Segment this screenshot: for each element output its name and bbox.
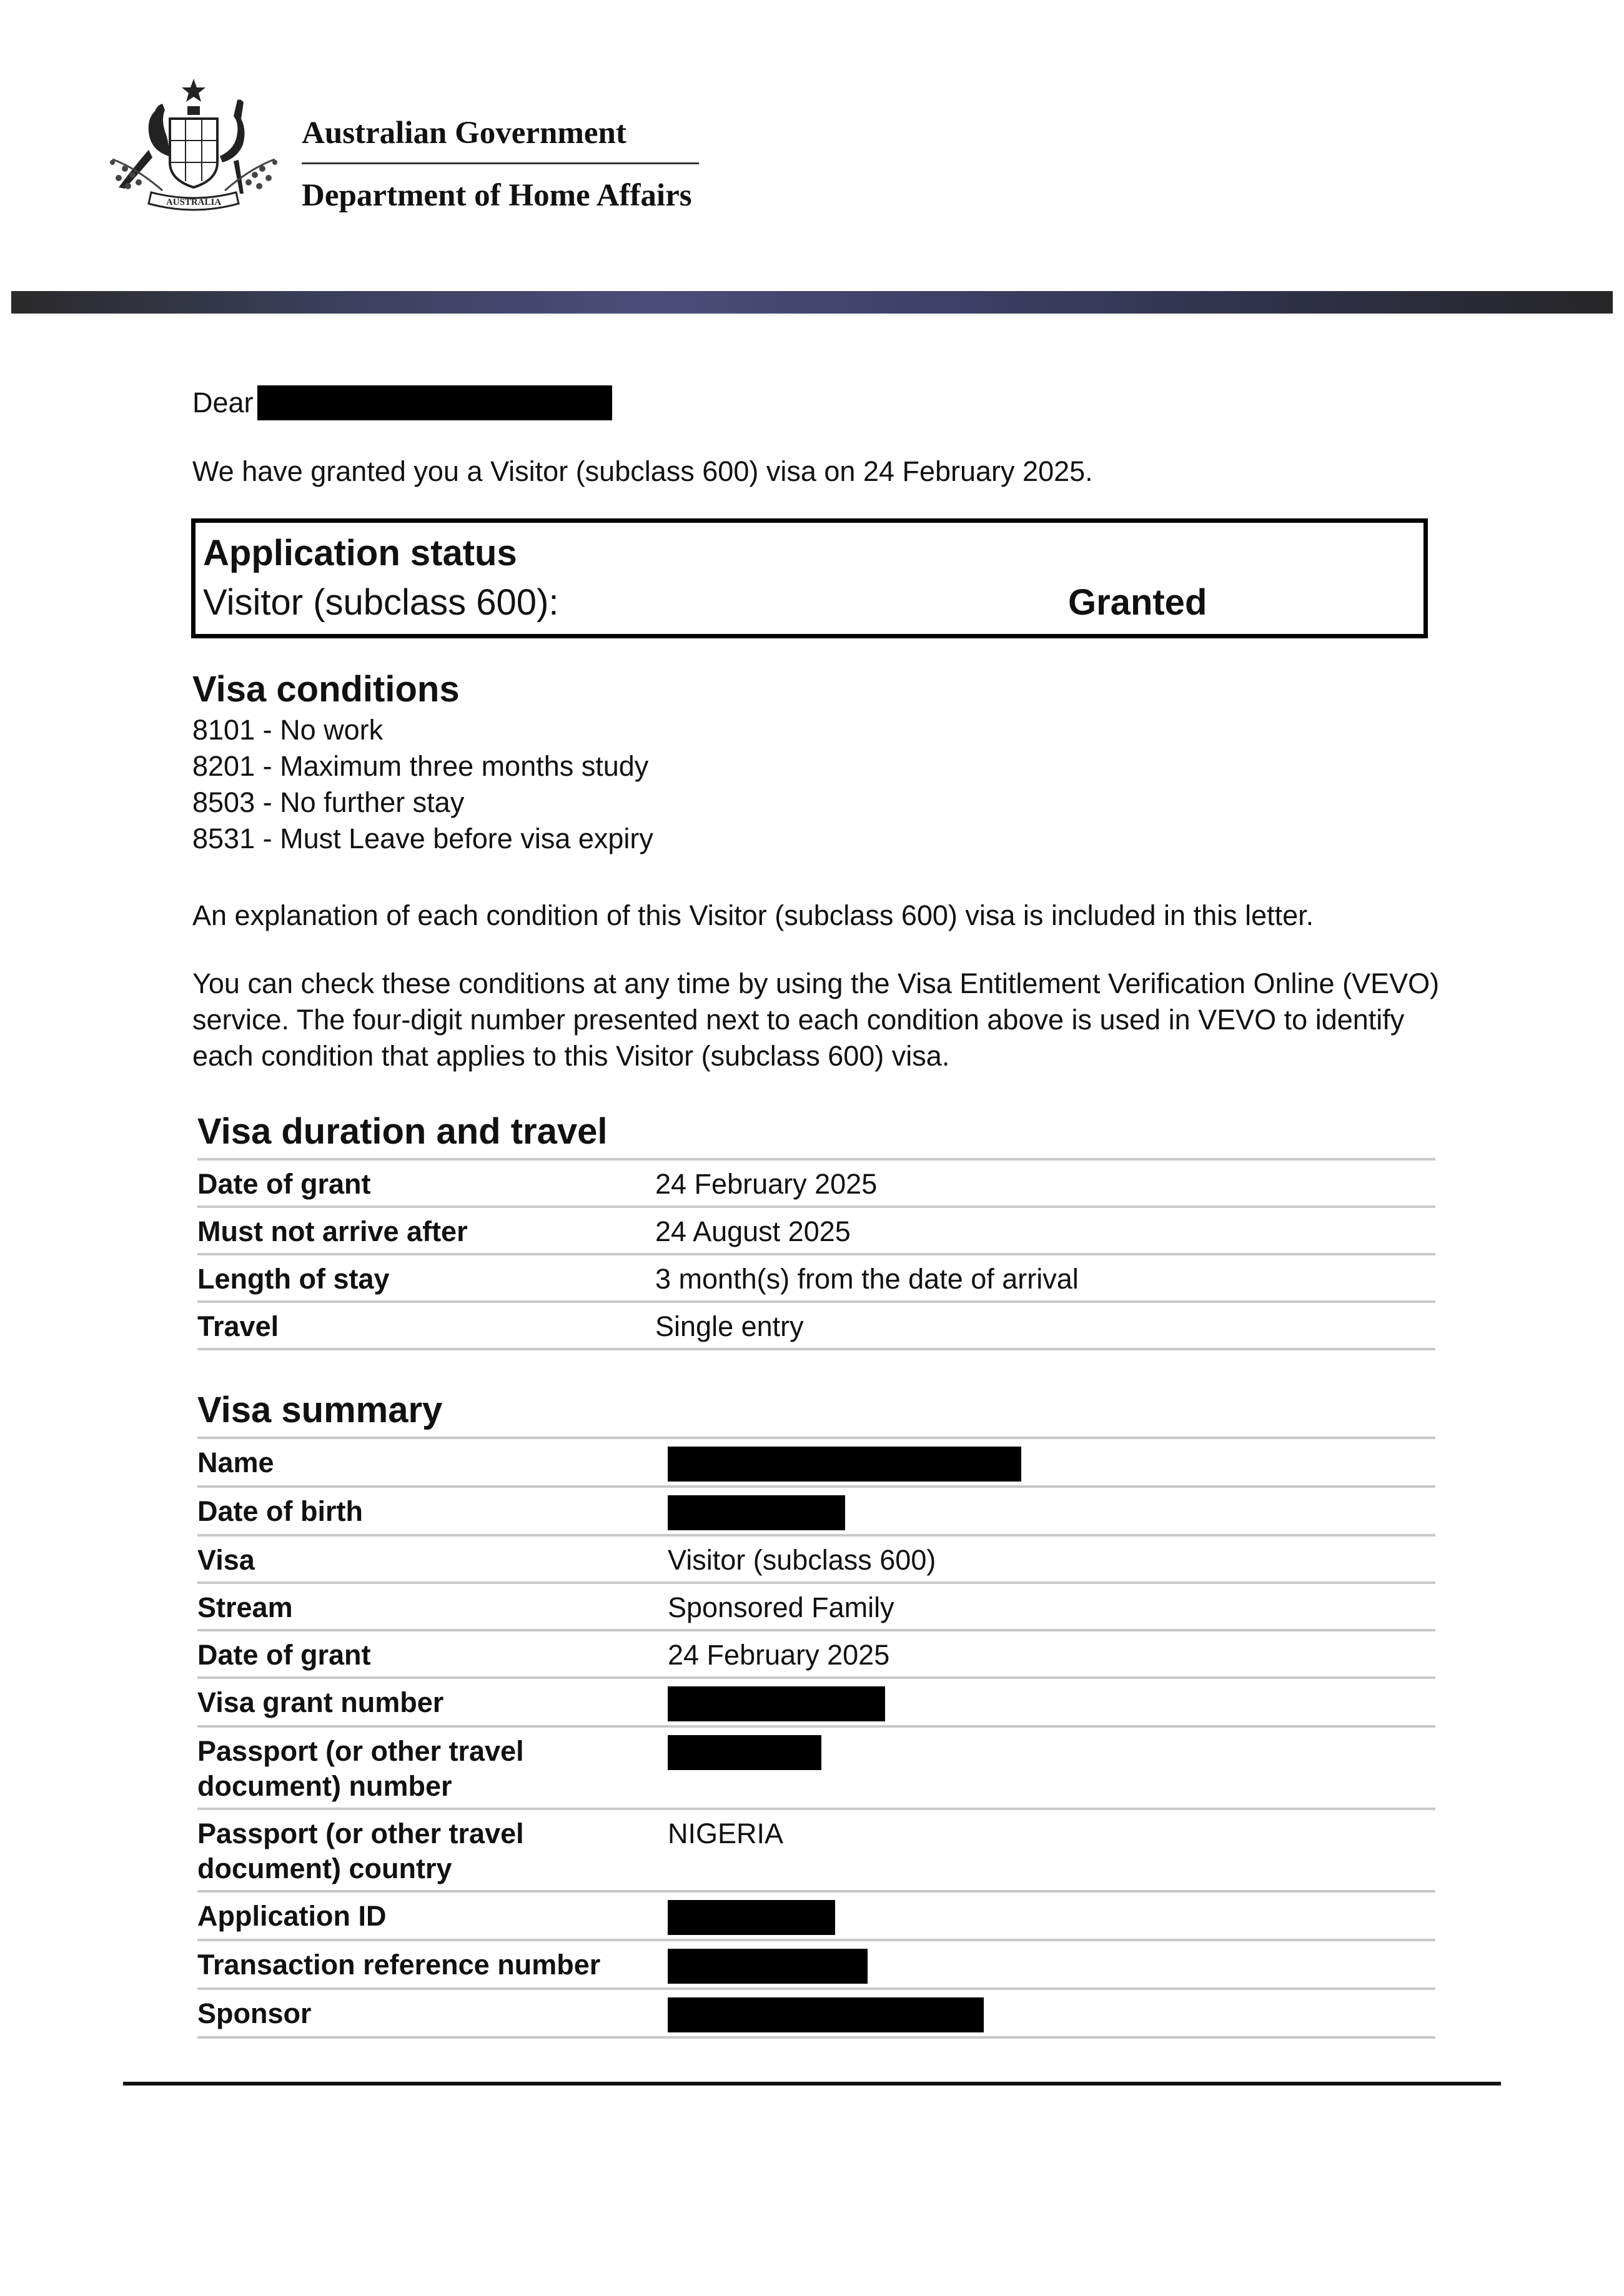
table-row (197, 1940, 1435, 1989)
row-label: Transaction reference number (197, 1940, 668, 1989)
agency-divider (302, 162, 699, 164)
row-label: Name (197, 1438, 668, 1487)
application-status-title: Application status (203, 533, 517, 573)
row-label: Length of stay (197, 1254, 655, 1302)
row-value: NIGERIA (668, 1809, 1435, 1891)
visa-summary-table (197, 1437, 1435, 2039)
name-redaction (668, 1447, 1021, 1482)
row-label: Date of grant (197, 1159, 655, 1207)
department-name: Department of Home Affairs (302, 178, 692, 213)
footer-divider (123, 2082, 1501, 2086)
table-row (197, 1583, 1435, 1630)
visa-summary-section (197, 1388, 1435, 2039)
transaction-reference-redaction (668, 1949, 868, 1984)
condition-item: 8503 - No further stay (192, 786, 465, 818)
visa-duration-section (197, 1109, 1435, 1350)
row-value: Sponsored Family (668, 1583, 1435, 1630)
row-value: 24 August 2025 (655, 1207, 1435, 1254)
visa-summary-title: Visa summary (197, 1390, 443, 1430)
application-status-value: Granted (1068, 582, 1207, 623)
row-label: Visa (197, 1535, 668, 1583)
org-name: Australian Government (302, 116, 626, 151)
row-label: Travel (197, 1302, 655, 1349)
coat-of-arms-icon (100, 75, 287, 222)
row-value: 3 month(s) from the date of arrival (655, 1254, 1435, 1302)
conditions-explanation: An explanation of each condition of this Visitor (subclass 600) visa is included in this letter. (192, 899, 1314, 931)
condition-item: 8201 - Maximum three months study (192, 750, 649, 782)
recipient-name-redaction (257, 385, 612, 420)
row-label: Passport (or other travel document) country (197, 1809, 668, 1891)
agency-block (302, 114, 701, 214)
table-row (197, 1207, 1435, 1254)
grant-statement: We have granted you a Visitor (subclass 600) visa on 24 February 2025. (192, 455, 1093, 487)
row-label: Sponsor (197, 1989, 668, 2037)
table-row (197, 1438, 1435, 1487)
row-label: Visa grant number (197, 1678, 668, 1726)
condition-item: 8101 - No work (192, 714, 384, 746)
sponsor-redaction (668, 1997, 984, 2032)
row-label: Application ID (197, 1891, 668, 1940)
letterhead (0, 0, 1624, 319)
application-status-label: Visitor (subclass 600): (203, 582, 559, 623)
salutation (192, 385, 612, 421)
table-row (197, 1159, 1435, 1207)
row-value: 24 February 2025 (655, 1159, 1435, 1207)
table-row (197, 1535, 1435, 1583)
visa-conditions-title: Visa conditions (192, 669, 460, 710)
date-of-birth-redaction (668, 1495, 845, 1530)
table-row (197, 1989, 1435, 2037)
row-value: Visitor (subclass 600) (668, 1535, 1435, 1583)
table-row (197, 1254, 1435, 1302)
row-value: Single entry (655, 1302, 1435, 1349)
visa-grant-number-redaction (668, 1686, 885, 1721)
salutation-text: Dear (192, 387, 254, 418)
table-row (197, 1302, 1435, 1349)
passport-number-redaction (668, 1735, 821, 1770)
table-row (197, 1630, 1435, 1678)
visa-conditions (192, 667, 653, 857)
table-row (197, 1487, 1435, 1535)
application-id-redaction (668, 1900, 835, 1935)
application-status-row (203, 576, 1416, 629)
table-row (197, 1891, 1435, 1940)
application-status-box (191, 518, 1428, 638)
row-label: Passport (or other travel document) number (197, 1726, 668, 1809)
crest-banner-text: AUSTRALIA (166, 197, 222, 207)
vevo-note: You can check these conditions at any time by using the Visa Entitlement Verification Online (VEVO) service. The four-digit number presented next to each condition above is used in VEVO to identify each condition that applies to this Visitor (subclass 600) visa. (192, 967, 1440, 1072)
row-label: Date of birth (197, 1487, 668, 1535)
table-row (197, 1809, 1435, 1891)
header-banner (11, 291, 1613, 314)
row-label: Date of grant (197, 1630, 668, 1678)
table-row (197, 1726, 1435, 1809)
visa-duration-table (197, 1158, 1435, 1350)
row-label: Must not arrive after (197, 1207, 655, 1254)
row-label: Stream (197, 1583, 668, 1630)
visa-duration-title: Visa duration and travel (197, 1111, 608, 1152)
row-value: 24 February 2025 (668, 1630, 1435, 1678)
table-row (197, 1678, 1435, 1726)
condition-item: 8531 - Must Leave before visa expiry (192, 823, 653, 854)
